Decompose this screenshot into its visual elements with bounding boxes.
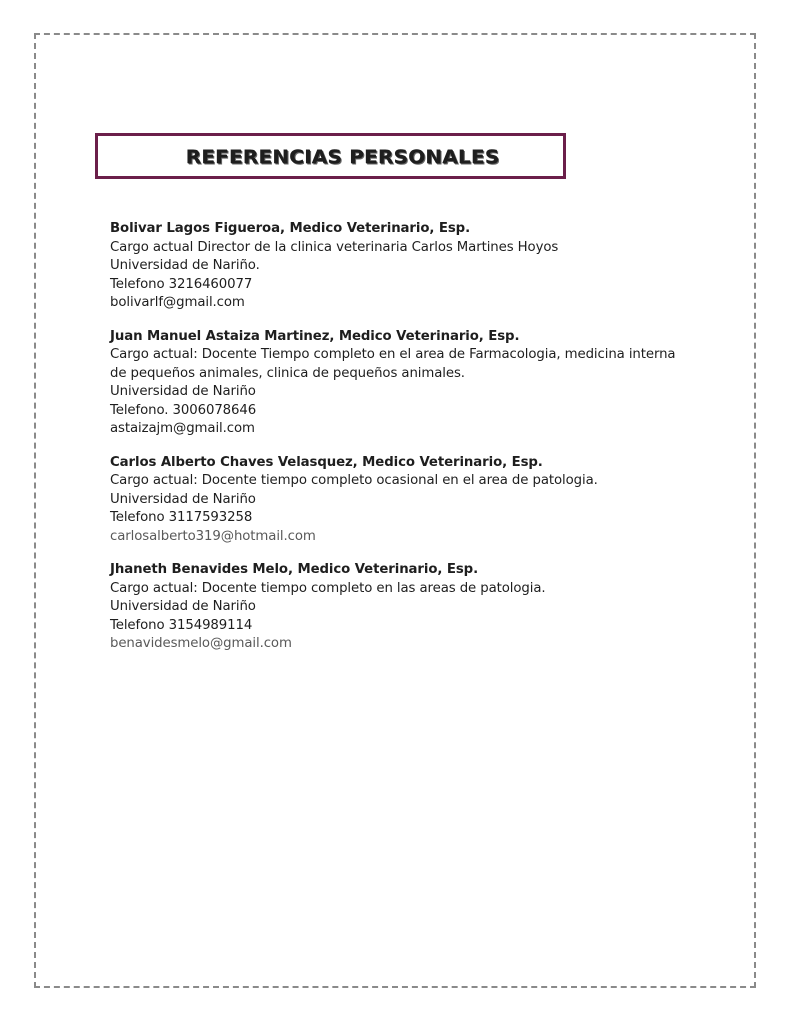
reference-email: benavidesmelo@gmail.com xyxy=(110,636,292,651)
reference-position: Cargo actual: Docente tiempo completo ocasional en el area de patologia. xyxy=(110,473,598,488)
reference-email: astaizajm@gmail.com xyxy=(110,421,255,436)
reference-item xyxy=(110,220,730,313)
reference-position: Cargo actual: Docente tiempo completo en las areas de patologia. xyxy=(110,580,546,596)
reference-phone: Telefono 3154989114 xyxy=(110,617,253,633)
reference-email: bolivarlf@gmail.com xyxy=(110,295,245,310)
reference-item xyxy=(110,561,730,654)
reference-phone: Telefono 3117593258 xyxy=(110,510,253,525)
reference-position: Cargo actual: Docente Tiempo completo en el area de Farmacologia, medicina interna xyxy=(110,347,676,362)
reference-position: Cargo actual Director de la clinica veterinaria Carlos Martines Hoyos xyxy=(110,239,559,255)
reference-email: carlosalberto319@hotmail.com xyxy=(110,528,316,544)
reference-name: Jhaneth Benavides Melo, Medico Veterinario, Esp. xyxy=(110,562,479,577)
reference-name: Carlos Alberto Chaves Velasquez, Medico Veterinario, Esp. xyxy=(110,454,543,470)
reference-institution: Universidad de Nariño xyxy=(110,491,256,507)
reference-institution: Universidad de Nariño xyxy=(110,384,256,399)
reference-phone: Telefono 3216460077 xyxy=(110,276,253,292)
section-title: REFERENCIAS PERSONALES xyxy=(186,146,500,169)
reference-position-continued: de pequeños animales, clinica de pequeños animales. xyxy=(110,365,465,381)
reference-name: Juan Manuel Astaiza Martinez, Medico Veterinario, Esp. xyxy=(110,328,520,344)
reference-item xyxy=(110,454,730,547)
reference-name: Bolivar Lagos Figueroa, Medico Veterinario, Esp. xyxy=(110,221,471,236)
reference-institution: Universidad de Nariño xyxy=(110,599,256,614)
reference-institution: Universidad de Nariño. xyxy=(110,258,260,273)
references-list xyxy=(110,220,730,669)
reference-phone: Telefono. 3006078646 xyxy=(110,402,257,418)
reference-item xyxy=(110,328,730,439)
section-header-box xyxy=(95,133,566,179)
